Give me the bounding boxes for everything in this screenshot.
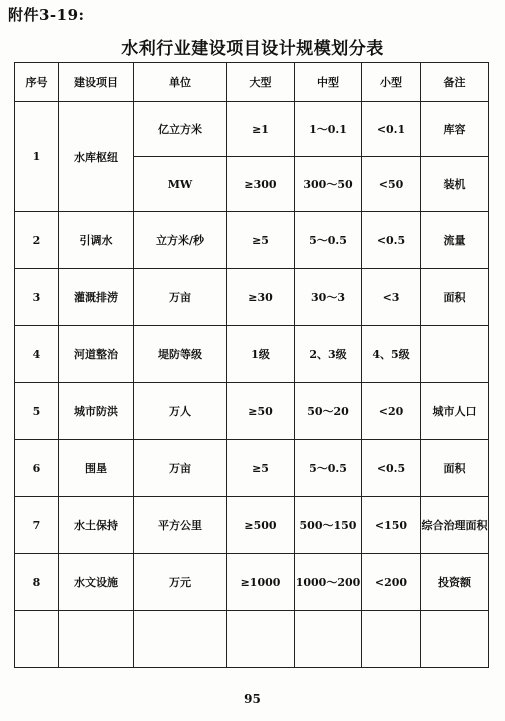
table-row [15,554,489,611]
cell-note: 面积 [421,440,489,497]
cell-empty [227,611,295,668]
cell-no: 7 [15,497,59,554]
cell-no: 5 [15,383,59,440]
cell-no: 2 [15,212,59,269]
cell-no: 1 [15,102,59,212]
cell-empty [421,611,489,668]
table-header-row [15,63,489,102]
cell-item: 河道整治 [59,326,134,383]
cell-empty [59,611,134,668]
cell-unit: 亿立方米 [134,102,227,157]
cell-note: 装机 [421,157,489,212]
cell-item: 城市防洪 [59,383,134,440]
cell-large: ≥1000 [227,554,295,611]
cell-small: 4、5级 [362,326,421,383]
cell-medium: 5～0.5 [295,212,362,269]
table-row-empty [15,611,489,668]
table-row [15,383,489,440]
cell-medium: 1000～200 [295,554,362,611]
cell-small: <20 [362,383,421,440]
cell-empty [295,611,362,668]
page-number: 95 [244,692,261,706]
cell-small: <0.5 [362,212,421,269]
cell-unit: 立方米/秒 [134,212,227,269]
cell-item: 引调水 [59,212,134,269]
cell-small: <200 [362,554,421,611]
cell-empty [134,611,227,668]
cell-small: <0.5 [362,440,421,497]
cell-unit: 堤防等级 [134,326,227,383]
cell-large: ≥30 [227,269,295,326]
cell-unit: 万亩 [134,440,227,497]
table-row [15,102,489,157]
cell-item: 水库枢纽 [59,102,134,212]
cell-unit: MW [134,157,227,212]
cell-note: 面积 [421,269,489,326]
cell-medium: 5～0.5 [295,440,362,497]
cell-medium: 500～150 [295,497,362,554]
table-row [15,269,489,326]
cell-large: ≥1 [227,102,295,157]
cell-note: 城市人口 [421,383,489,440]
cell-note: 库容 [421,102,489,157]
cell-medium: 1～0.1 [295,102,362,157]
header-note: 备注 [421,63,489,102]
table-row [15,326,489,383]
cell-unit: 平方公里 [134,497,227,554]
cell-note: 综合治理面积 [421,497,489,554]
table-row [15,497,489,554]
cell-note [421,326,489,383]
header-unit: 单位 [134,63,227,102]
cell-large: ≥50 [227,383,295,440]
table-row [15,212,489,269]
cell-medium: 50～20 [295,383,362,440]
cell-large: 1级 [227,326,295,383]
cell-large: ≥5 [227,212,295,269]
document-title: 水利行业建设项目设计规模划分表 [121,39,384,59]
design-scale-table [14,62,489,668]
cell-item: 灌溉排涝 [59,269,134,326]
header-no: 序号 [15,63,59,102]
cell-item: 围垦 [59,440,134,497]
cell-medium: 30～3 [295,269,362,326]
cell-small: <3 [362,269,421,326]
cell-medium: 2、3级 [295,326,362,383]
cell-note: 投资额 [421,554,489,611]
cell-no: 4 [15,326,59,383]
cell-small: <150 [362,497,421,554]
cell-no: 8 [15,554,59,611]
cell-no: 3 [15,269,59,326]
cell-empty [362,611,421,668]
cell-no: 6 [15,440,59,497]
header-small: 小型 [362,63,421,102]
header-large: 大型 [227,63,295,102]
table-row [15,440,489,497]
header-medium: 中型 [295,63,362,102]
cell-large: ≥500 [227,497,295,554]
cell-unit: 万亩 [134,269,227,326]
cell-unit: 万人 [134,383,227,440]
cell-medium: 300～50 [295,157,362,212]
cell-item: 水文设施 [59,554,134,611]
cell-large: ≥300 [227,157,295,212]
cell-note: 流量 [421,212,489,269]
attachment-label: 附件3-19: [8,6,85,24]
header-item: 建设项目 [59,63,134,102]
cell-unit: 万元 [134,554,227,611]
cell-item: 水土保持 [59,497,134,554]
cell-large: ≥5 [227,440,295,497]
cell-empty [15,611,59,668]
cell-small: <0.1 [362,102,421,157]
cell-small: <50 [362,157,421,212]
